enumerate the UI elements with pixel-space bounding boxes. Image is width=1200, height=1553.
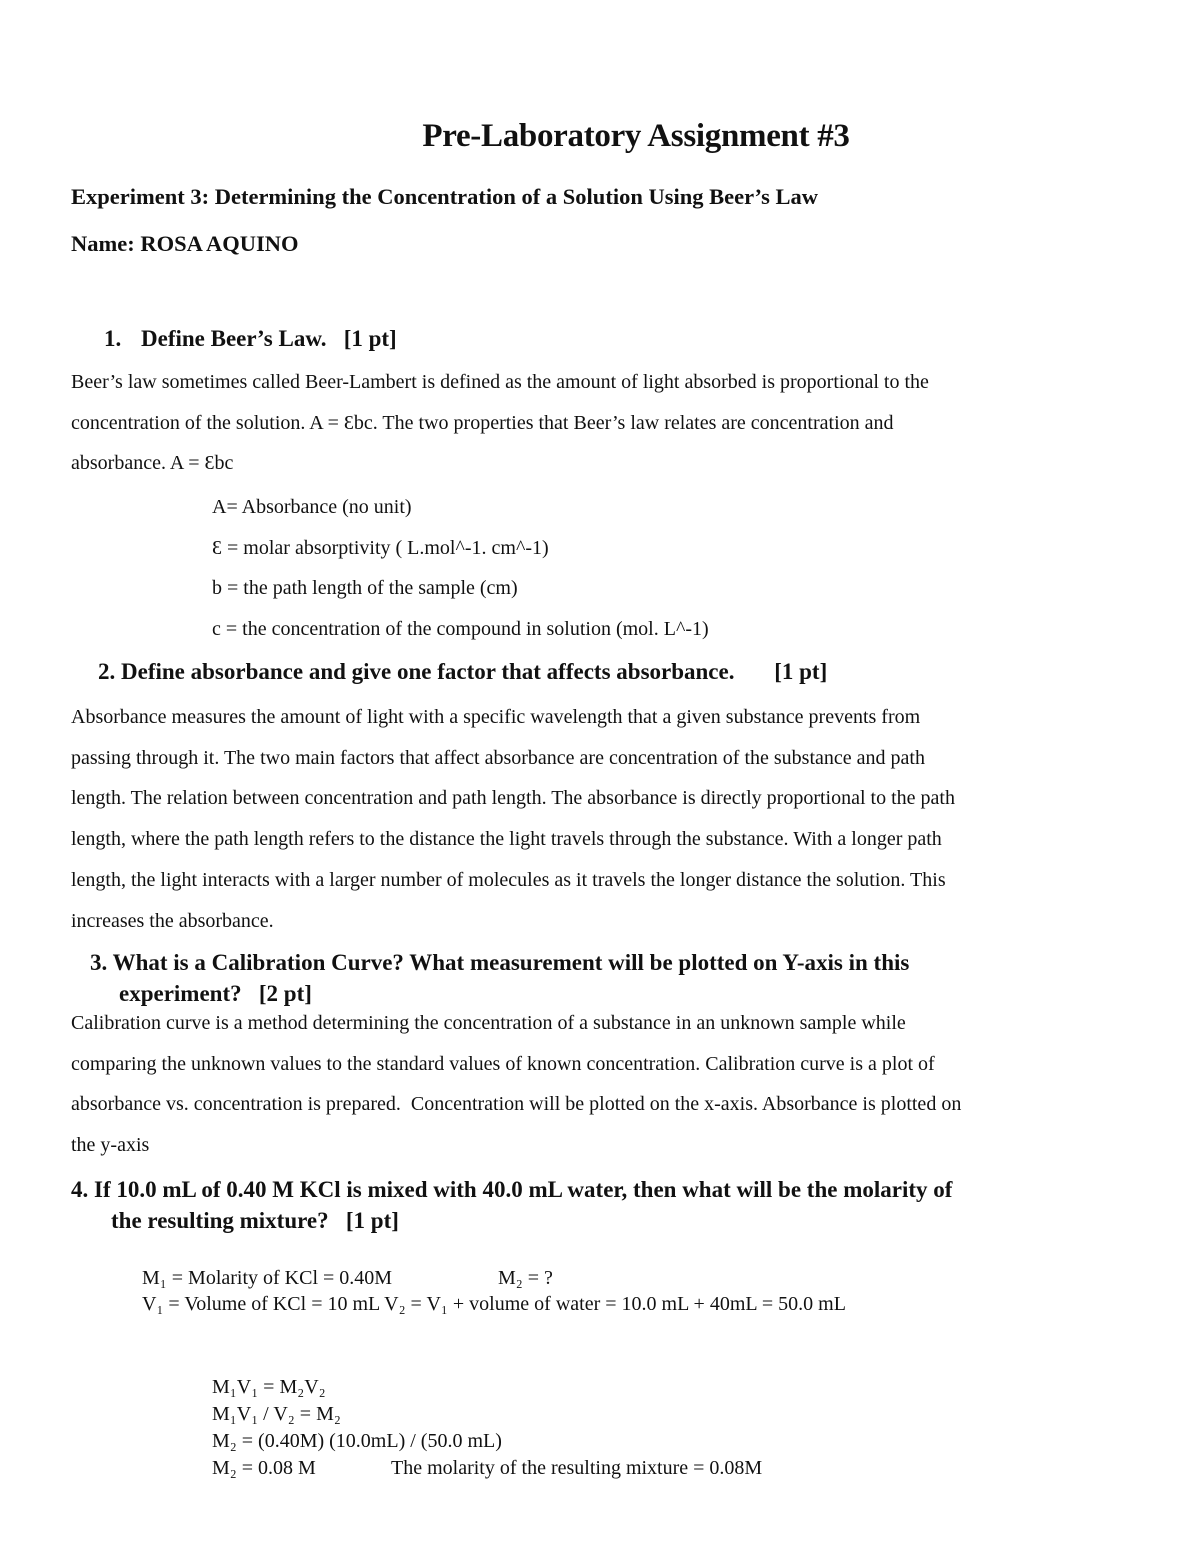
question-1-number: 1. xyxy=(104,326,122,351)
question-2-points: [1 pt] xyxy=(774,659,828,684)
question-1 xyxy=(104,326,397,352)
question-1-text: Define Beer’s Law. [1 pt] xyxy=(141,326,397,351)
answer-3-line: the y-axis xyxy=(71,1134,150,1157)
calc-step-2: M₁V₁ / V₂ = M₂ xyxy=(212,1403,341,1425)
answer-3-line: absorbance vs. concentration is prepared. Concentration will be plotted on the x-axis. Absorbance is plotted on xyxy=(71,1093,962,1116)
answer-1-line: absorbance. A = Ɛbc xyxy=(71,452,234,475)
definition-concentration: c = the concentration of the compound in solution (mol. L^-1) xyxy=(212,618,709,641)
question-3-line-1: 3. What is a Calibration Curve? What measurement will be plotted on Y-axis in this xyxy=(90,950,910,975)
question-3-line-2: experiment? [2 pt] xyxy=(119,981,312,1006)
question-2-text: 2. Define absorbance and give one factor that affects absorbance. xyxy=(98,659,735,684)
calc-result: M₂ = 0.08 M xyxy=(212,1457,316,1479)
given-m2: M₂ = ? xyxy=(498,1267,553,1289)
question-2 xyxy=(98,659,827,685)
answer-2-line: length, the light interacts with a larger number of molecules as it travels the longer distance the solution. This xyxy=(71,868,946,891)
answer-2-line: length, where the path length refers to the distance the light travels through the substance. With a longer path xyxy=(71,828,942,851)
question-4-line-1: 4. If 10.0 mL of 0.40 M KCl is mixed with 40.0 mL water, then what will be the molarity of xyxy=(71,1177,953,1202)
given-m1: M₁ = Molarity of KCl = 0.40M xyxy=(142,1267,393,1289)
definition-path-length: b = the path length of the sample (cm) xyxy=(212,577,518,600)
question-4-line-2: the resulting mixture? [1 pt] xyxy=(111,1208,399,1233)
experiment-heading: Experiment 3: Determining the Concentration of a Solution Using Beer’s Law xyxy=(71,184,819,209)
calc-step-1: M₁V₁ = M₂V₂ xyxy=(212,1376,326,1398)
page-title: Pre-Laboratory Assignment #3 xyxy=(422,118,850,154)
calc-step-3: M₂ = (0.40M) (10.0mL) / (50.0 mL) xyxy=(212,1430,502,1452)
answer-1-line: concentration of the solution. A = Ɛbc. The two properties that Beer’s law relates are concentration and xyxy=(71,411,894,434)
answer-3-line: Calibration curve is a method determining the concentration of a substance in an unknown sample while xyxy=(71,1012,906,1034)
answer-2 xyxy=(71,697,1131,941)
definition-absorbance: A= Absorbance (no unit) xyxy=(212,496,412,518)
answer-1 xyxy=(71,362,1131,484)
answer-3-line: comparing the unknown values to the standard values of known concentration. Calibration curve is a plot of xyxy=(71,1052,935,1075)
answer-3 xyxy=(71,1003,1131,1166)
answer-2-line: length. The relation between concentration and path length. The absorbance is directly proportional to the path xyxy=(71,787,955,810)
answer-2-line: Absorbance measures the amount of light with a specific wavelength that a given substance prevents from xyxy=(71,706,921,728)
calc-result-statement: The molarity of the resulting mixture = 0.08M xyxy=(391,1457,763,1479)
given-volumes: V₁ = Volume of KCl = 10 mL V₂ = V₁ + volume of water = 10.0 mL + 40mL = 50.0 mL xyxy=(142,1293,846,1315)
student-name: Name: ROSA AQUINO xyxy=(71,231,299,256)
definition-molar-absorptivity: Ɛ = molar absorptivity ( L.mol^-1. cm^-1) xyxy=(212,536,549,559)
answer-1-line: Beer’s law sometimes called Beer-Lambert is defined as the amount of light absorbed is proportional to the xyxy=(71,371,929,393)
answer-2-line: passing through it. The two main factors that affect absorbance are concentration of the substance and path xyxy=(71,746,925,769)
beers-law-definitions xyxy=(212,487,709,650)
answer-2-line: increases the absorbance. xyxy=(71,909,274,932)
